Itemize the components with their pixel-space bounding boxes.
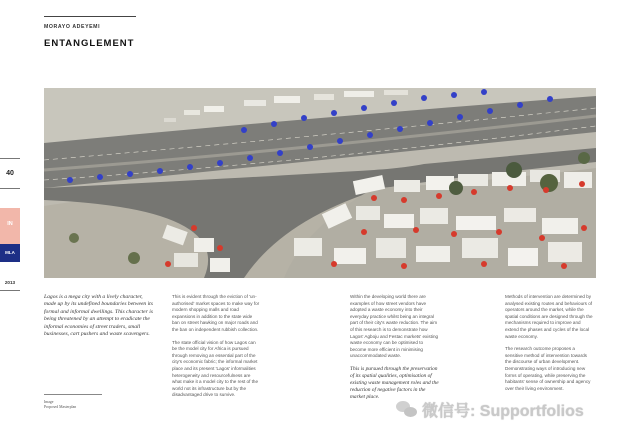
caption-rule [44, 394, 102, 395]
intro-statement: Lagos is a mega city with a lively character, made up by its undefined boundaries between its formal and informal dwellings. This character is being threatened by an attempt to eradicate the informal economies of street traders, small businesses, cart pushers and waste scavengers. [44, 294, 153, 338]
column-paragraph: The state official vision of how Lagos can be the model city for Africa is pursued through removing an essential part of the city's economic fabric; the informal market place and its present 'Lagos' informalities heterogeneity and resourcefulness are what make it a model city to the rest of the world not its infrastructure but by the disadvantaged drive to survive. [172, 339, 259, 398]
year-label: 2013 [4, 280, 16, 285]
side-tab-in[interactable]: IN [0, 208, 20, 244]
column-paragraph: This is evident through the eviction of 'un-authorised' market spaces to make way for modern shopping malls and road expansions in addition to the state wide ban on street hawking on major roads and the ban on independent rubbish collection. [172, 294, 260, 332]
wechat-icon [396, 401, 418, 419]
top-rule [44, 16, 136, 17]
side-divider [0, 188, 20, 189]
text-column-3 [505, 294, 593, 398]
image-caption [44, 400, 76, 410]
caption-label: Image [44, 400, 54, 404]
side-divider [0, 158, 20, 159]
text-column-2 [350, 294, 440, 407]
column-paragraph: The research outcome proposes a sensitive method of intervention towards the discourse of urban development. Demonstrating ways of introducing new forms of operating, while preserving the habitants' sense of ownership and agency over their living environment. [505, 346, 591, 391]
page-number: 40 [6, 170, 14, 177]
side-divider [0, 290, 20, 291]
caption-title: Proposed Masterplan [44, 405, 77, 410]
watermark-text: 微信号: Supportfolios [422, 403, 584, 420]
aerial-map-graphic [44, 88, 596, 278]
section-title: ENTANGLEMENT [44, 38, 135, 49]
aerial-masterplan-image [44, 88, 596, 278]
emphasis-paragraph: This is pursued through the preservation of its spatial qualities, optimisation of existing waste management roles and the reduction of negative factors in the market place. [350, 365, 439, 400]
column-paragraph: Methods of intervention are determined by analysed existing routes and behaviours of operators around the market, while the spatial conditions are designed through the mechanisms required to improve and extend the phases and cycles of the local waste economy. [505, 294, 593, 339]
wechat-watermark [396, 398, 584, 421]
column-paragraph: Within the developing world there are examples of how street vendors have adopted a waste economy into their everyday practice whilst being an integral part of their city's waste reduction. The aim of this research is to demonstrate how Lagos' Agboju and Festac markets' existing waste economy can be optimised to become more efficient in minimising unaccommodated waste. [350, 294, 439, 359]
author-name: MORAYO ADEYEMI [44, 24, 101, 30]
side-tab-mla[interactable]: MLA [0, 244, 20, 262]
text-column-1 [172, 294, 260, 405]
